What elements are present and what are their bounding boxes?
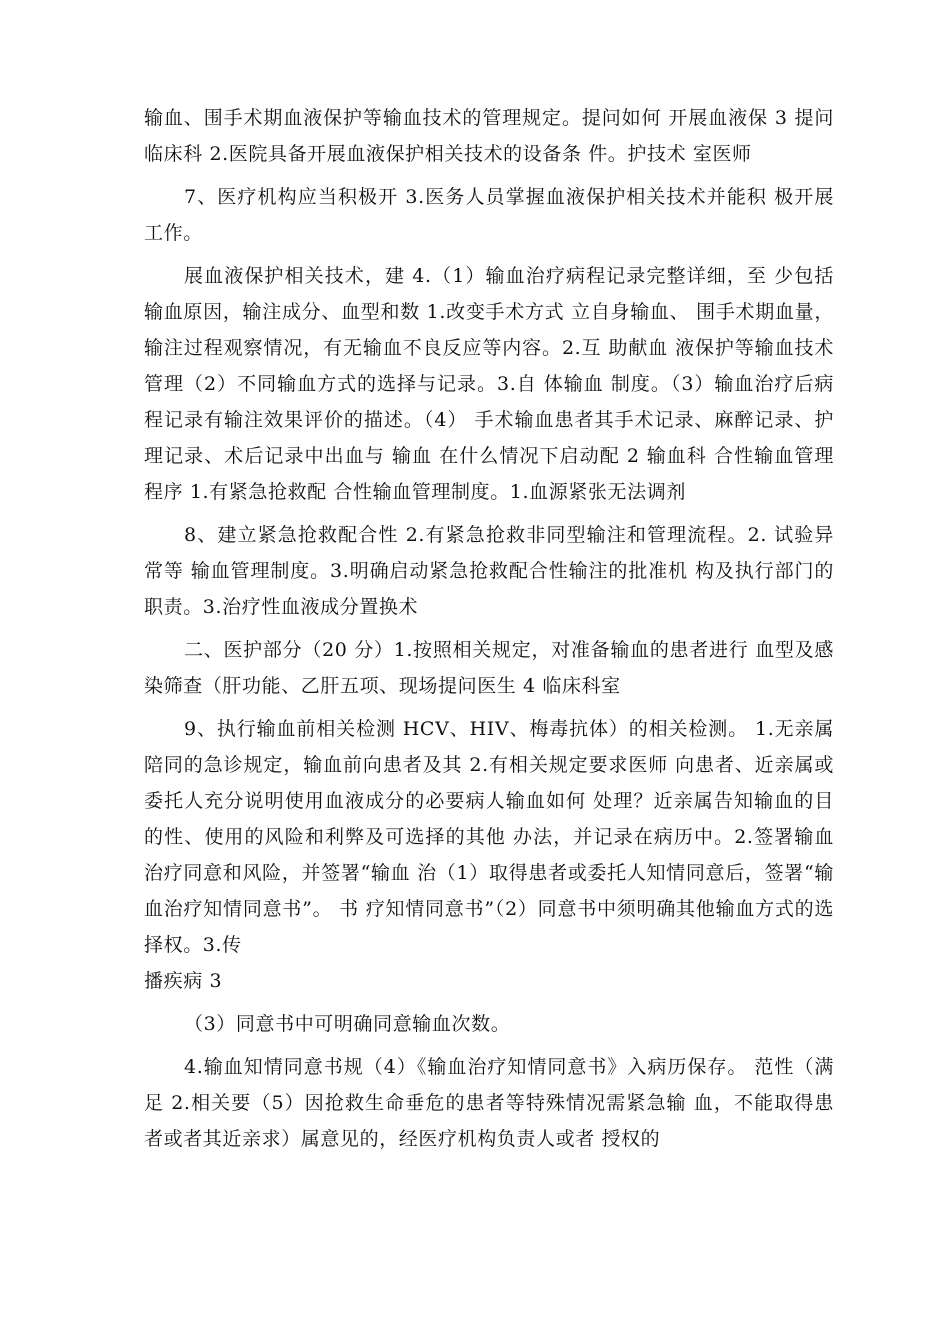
paragraph-8: （3）同意书中可明确同意输血次数。 bbox=[184, 1013, 511, 1035]
paragraph-5: 二、医护部分（20 分）1.按照相关规定，对准备输血的患者进行 血型及感染筛查（肝功能、乙肝五项、现场提问医生 4 临床科室 bbox=[144, 639, 834, 697]
paragraph-9: 4.输血知情同意书规（4）《输血治疗知情同意书》入病历保存。 范性（满足 2.相关要（5）因抢救生命垂危的患者等特殊情况需紧急输 血，不能取得患者或者其近亲求）属意见的，经医疗机构负责人或者 授权的 bbox=[144, 1056, 834, 1150]
paragraph-4: 8、建立紧急抢救配合性 2.有紧急抢救非同型输注和管理流程。2. 试验异常等 输血管理制度。3.明确启动紧急抢救配合性输注的批准机 构及执行部门的职责。3.治疗性血液成分置换术 bbox=[144, 524, 834, 618]
paragraph-1: 输血、围手术期血液保护等输血技术的管理规定。提问如何 开展血液保 3 提问临床科 2.医院具备开展血液保护相关技术的设备条 件。护技术 室医师 bbox=[144, 107, 834, 165]
paragraph-3: 展血液保护相关技术，建 4.（1）输血治疗病程记录完整详细，至 少包括输血原因，输注成分、血型和数 1.改变手术方式 立自身输血、 围手术期血量，输注过程观察情况，有无输血不良反应等内容。2.互 助献血 液保护等输血技术管理（2）不同输血方式的选择与记录。3.自 体输血 制度。（3）输血治疗后病程记录有输注效果评价的描述。（4） 手术输血患者其手术记录、麻醉记录、护理记录、术后记录中出血与 输血 在什么情况下启动配 2 输血科 合性输血管理程序 1.有紧急抢救配 合性输血管理制度。1.血源紧张无法调剂 bbox=[144, 265, 834, 503]
paragraph-6: 9、执行输血前相关检测 HCV、HIV、梅毒抗体）的相关检测。 1.无亲属陪同的急诊规定，输血前向患者及其 2.有相关规定要求医师 向患者、近亲属或委托人充分说明使用血液成分的必要病人输血如何 处理？近亲属告知输血的目的性、使用的风险和利弊及可选择的其他 办法，并记录在病历中。2.签署输血治疗同意和风险，并签署“输血 治（1）取得患者或委托人知情同意后，签署“输血治疗知情同意书”。 书 疗知情同意书”（2）同意书中须明确其他输血方式的选择权。3.传 bbox=[144, 718, 834, 956]
paragraph-7: 播疾病 3 bbox=[144, 970, 223, 992]
paragraph-2: 7、医疗机构应当积极开 3.医务人员掌握血液保护相关技术并能积 极开展工作。 bbox=[144, 186, 835, 244]
document-page bbox=[144, 100, 834, 1164]
